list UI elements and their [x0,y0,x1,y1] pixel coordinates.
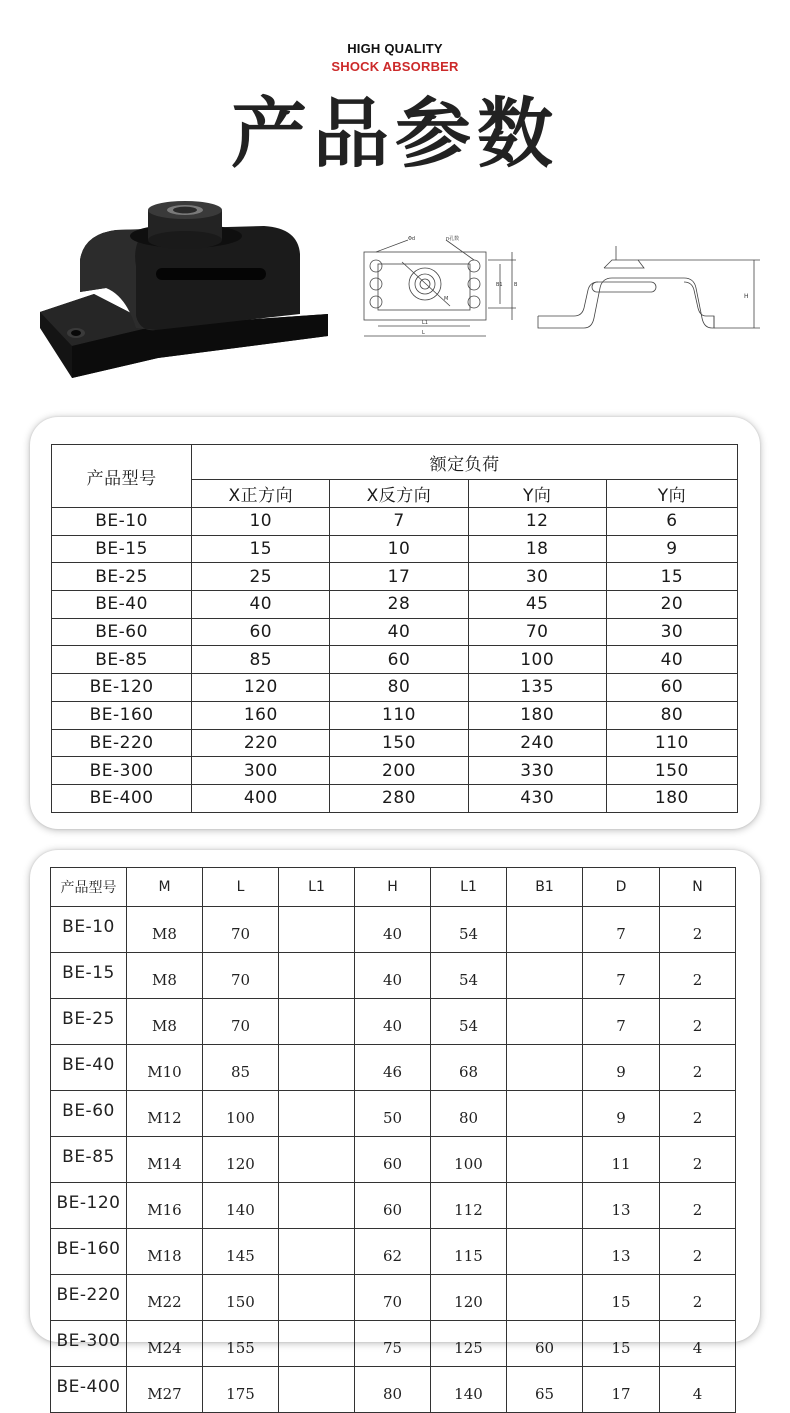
dimension-card [30,850,760,1403]
dimension-value-cell [507,1183,583,1229]
dimension-value-cell [507,1275,583,1321]
dimension-value-cell: 80 [431,1091,507,1137]
dimension-value-cell [279,1183,355,1229]
dimension-value-cell: 46 [355,1045,431,1091]
table-row [51,907,736,953]
load-value-cell: 30 [468,563,606,591]
table-row [51,1137,736,1183]
dimension-value-cell: 75 [355,1321,431,1367]
model-cell: BE-15 [51,953,127,999]
rated-load-card [30,417,760,829]
dimension-value-cell: 60 [355,1137,431,1183]
model-cell: BE-160 [52,701,192,729]
load-value-cell: 40 [606,646,737,674]
dimension-value-cell [279,1321,355,1367]
load-value-cell: 180 [606,784,737,812]
label-b1: B1 [496,282,503,288]
dimension-value-cell [507,1091,583,1137]
dimension-value-cell [279,1275,355,1321]
column-header: M [127,868,203,907]
load-value-cell: 10 [330,535,468,563]
model-cell: BE-10 [52,508,192,536]
dimension-value-cell [507,999,583,1045]
dimension-value-cell: 40 [355,953,431,999]
dimension-value-cell: M18 [127,1229,203,1275]
load-value-cell: 110 [330,701,468,729]
load-value-cell: 80 [606,701,737,729]
load-value-cell: 15 [192,535,330,563]
dimension-value-cell: 120 [203,1137,279,1183]
table-row [51,1045,736,1091]
column-header: L1 [279,868,355,907]
load-value-cell: 15 [606,563,737,591]
label-m: M [444,296,449,302]
table-row [51,953,736,999]
load-value-cell: 110 [606,729,737,757]
model-cell: BE-10 [51,907,127,953]
header-line-high-quality: HIGH QUALITY [347,41,443,56]
column-header: D [583,868,660,907]
dimension-value-cell [279,907,355,953]
dimension-value-cell: 9 [583,1091,660,1137]
model-cell: BE-25 [51,999,127,1045]
table-row [51,1367,736,1413]
dimension-value-cell: 15 [583,1275,660,1321]
dimension-value-cell: 80 [355,1367,431,1413]
load-value-cell: 135 [468,674,606,702]
dimension-value-cell: 175 [203,1367,279,1413]
dimension-value-cell: 2 [660,1275,736,1321]
load-value-cell: 240 [468,729,606,757]
model-cell: BE-60 [51,1091,127,1137]
label-l1: L1 [422,320,428,326]
rated-load-header: 额定负荷 [192,445,738,480]
header-line-shock-absorber: SHOCK ABSORBER [331,59,459,74]
dimension-value-cell: 65 [507,1367,583,1413]
load-value-cell: 330 [468,757,606,785]
label-h: H [744,293,749,300]
load-value-cell: 280 [330,784,468,812]
top-view-drawing [360,232,520,346]
model-cell: BE-15 [52,535,192,563]
table-row [52,508,738,536]
dimension-value-cell: 120 [431,1275,507,1321]
dimension-value-cell [507,1045,583,1091]
model-cell: BE-220 [52,729,192,757]
dimension-value-cell: 54 [431,999,507,1045]
table-row [51,1183,736,1229]
rated-load-table [51,444,738,813]
dimension-value-cell [279,1229,355,1275]
load-value-cell: 20 [606,591,737,619]
dimension-value-cell: 140 [203,1183,279,1229]
dimension-value-cell: 70 [355,1275,431,1321]
table-row [52,646,738,674]
dimension-value-cell: M14 [127,1137,203,1183]
dimension-value-cell: 17 [583,1367,660,1413]
label-hole-count: n孔数 [446,236,460,242]
dimension-value-cell: 7 [583,953,660,999]
dimension-value-cell: 50 [355,1091,431,1137]
model-cell: BE-40 [52,591,192,619]
dimension-value-cell: 2 [660,953,736,999]
table-row [52,784,738,812]
table-row [52,563,738,591]
dimension-value-cell: M12 [127,1091,203,1137]
dimension-value-cell [507,1229,583,1275]
load-value-cell: 160 [192,701,330,729]
dimension-value-cell: 60 [507,1321,583,1367]
load-value-cell: 120 [192,674,330,702]
dimension-value-cell: 68 [431,1045,507,1091]
dimension-value-cell: 54 [431,907,507,953]
dimension-value-cell: M27 [127,1367,203,1413]
dimension-value-cell [279,1045,355,1091]
table-row [52,591,738,619]
dimension-value-cell: 100 [203,1091,279,1137]
dimension-value-cell: 2 [660,1229,736,1275]
load-value-cell: 18 [468,535,606,563]
dimension-value-cell: 40 [355,999,431,1045]
column-header: L [203,868,279,907]
model-cell: BE-400 [51,1367,127,1413]
load-value-cell: 85 [192,646,330,674]
load-value-cell: 28 [330,591,468,619]
label-b: B [514,282,518,288]
table-row [52,535,738,563]
dimension-value-cell: M8 [127,953,203,999]
dimension-value-cell: M8 [127,907,203,953]
load-value-cell: 40 [330,618,468,646]
dimension-value-cell: 155 [203,1321,279,1367]
load-value-cell: 60 [330,646,468,674]
load-value-cell: 180 [468,701,606,729]
dimension-value-cell: 145 [203,1229,279,1275]
dimension-value-cell: 2 [660,999,736,1045]
load-value-cell: 9 [606,535,737,563]
dimension-value-cell: 112 [431,1183,507,1229]
dimension-value-cell: 2 [660,1137,736,1183]
dimension-value-cell: 2 [660,1091,736,1137]
load-value-cell: 40 [192,591,330,619]
table-row [52,757,738,785]
dimension-value-cell: 85 [203,1045,279,1091]
column-header: 产品型号 [51,868,127,907]
label-hole-diameter: Φd [408,236,416,242]
column-header: X反方向 [330,480,468,508]
load-value-cell: 12 [468,508,606,536]
model-cell: BE-40 [51,1045,127,1091]
dimension-value-cell: 11 [583,1137,660,1183]
table-row [51,1321,736,1367]
dimension-value-cell: 140 [431,1367,507,1413]
model-cell: BE-400 [52,784,192,812]
column-header: B1 [507,868,583,907]
dimension-value-cell: M24 [127,1321,203,1367]
page-title: 产品参数 [231,89,559,178]
dimension-value-cell: 115 [431,1229,507,1275]
column-header: H [355,868,431,907]
dimension-value-cell: 54 [431,953,507,999]
model-cell: BE-160 [51,1229,127,1275]
dimension-value-cell: 9 [583,1045,660,1091]
dimension-value-cell [279,1367,355,1413]
dimension-value-cell: 13 [583,1229,660,1275]
dimension-value-cell: M8 [127,999,203,1045]
table-row [51,1275,736,1321]
dimension-value-cell [279,999,355,1045]
dimension-value-cell: 7 [583,999,660,1045]
dimension-value-cell: 4 [660,1321,736,1367]
dimension-value-cell: 70 [203,953,279,999]
model-cell: BE-220 [51,1275,127,1321]
model-cell: BE-85 [52,646,192,674]
model-cell: BE-85 [51,1137,127,1183]
column-header: N [660,868,736,907]
dimension-value-cell: 60 [355,1183,431,1229]
load-value-cell: 150 [606,757,737,785]
column-header: Y向 [468,480,606,508]
dimension-value-cell: 4 [660,1367,736,1413]
model-header: 产品型号 [52,445,192,508]
dimension-value-cell [279,953,355,999]
load-value-cell: 7 [330,508,468,536]
product-photo [36,196,332,382]
dimension-value-cell: 15 [583,1321,660,1367]
load-value-cell: 300 [192,757,330,785]
dimension-value-cell: 2 [660,907,736,953]
table-row [51,1091,736,1137]
load-value-cell: 200 [330,757,468,785]
load-value-cell: 400 [192,784,330,812]
dimension-value-cell [279,1137,355,1183]
dimension-value-cell: 40 [355,907,431,953]
dimension-value-cell: 2 [660,1183,736,1229]
dimension-value-cell [507,1137,583,1183]
load-value-cell: 45 [468,591,606,619]
column-header: Y向 [606,480,737,508]
dimension-value-cell: M10 [127,1045,203,1091]
load-value-cell: 430 [468,784,606,812]
dimension-value-cell: M22 [127,1275,203,1321]
table-row [51,999,736,1045]
model-cell: BE-25 [52,563,192,591]
dimension-value-cell [279,1091,355,1137]
model-cell: BE-300 [52,757,192,785]
load-value-cell: 60 [606,674,737,702]
model-cell: BE-120 [52,674,192,702]
dimension-value-cell: 2 [660,1045,736,1091]
column-header: X正方向 [192,480,330,508]
dimension-value-cell: 7 [583,907,660,953]
model-cell: BE-120 [51,1183,127,1229]
column-header: L1 [431,868,507,907]
dimension-value-cell: 13 [583,1183,660,1229]
dimension-value-cell: 62 [355,1229,431,1275]
label-l: L [422,330,425,336]
load-value-cell: 17 [330,563,468,591]
table-row [52,618,738,646]
load-value-cell: 30 [606,618,737,646]
dimension-value-cell: 150 [203,1275,279,1321]
load-value-cell: 6 [606,508,737,536]
load-value-cell: 150 [330,729,468,757]
model-cell: BE-60 [52,618,192,646]
dimension-value-cell: 70 [203,999,279,1045]
table-row [52,701,738,729]
table-row [52,729,738,757]
side-view-drawing [534,238,766,334]
load-value-cell: 70 [468,618,606,646]
table-row [51,1229,736,1275]
load-value-cell: 25 [192,563,330,591]
dimension-value-cell [507,907,583,953]
dimension-value-cell [507,953,583,999]
load-value-cell: 80 [330,674,468,702]
load-value-cell: 10 [192,508,330,536]
dimension-value-cell: 70 [203,907,279,953]
dimension-value-cell: 125 [431,1321,507,1367]
load-value-cell: 60 [192,618,330,646]
table-row [52,674,738,702]
dimension-value-cell: M16 [127,1183,203,1229]
model-cell: BE-300 [51,1321,127,1367]
load-value-cell: 220 [192,729,330,757]
dimension-table [50,867,736,1413]
dimension-value-cell: 100 [431,1137,507,1183]
load-value-cell: 100 [468,646,606,674]
